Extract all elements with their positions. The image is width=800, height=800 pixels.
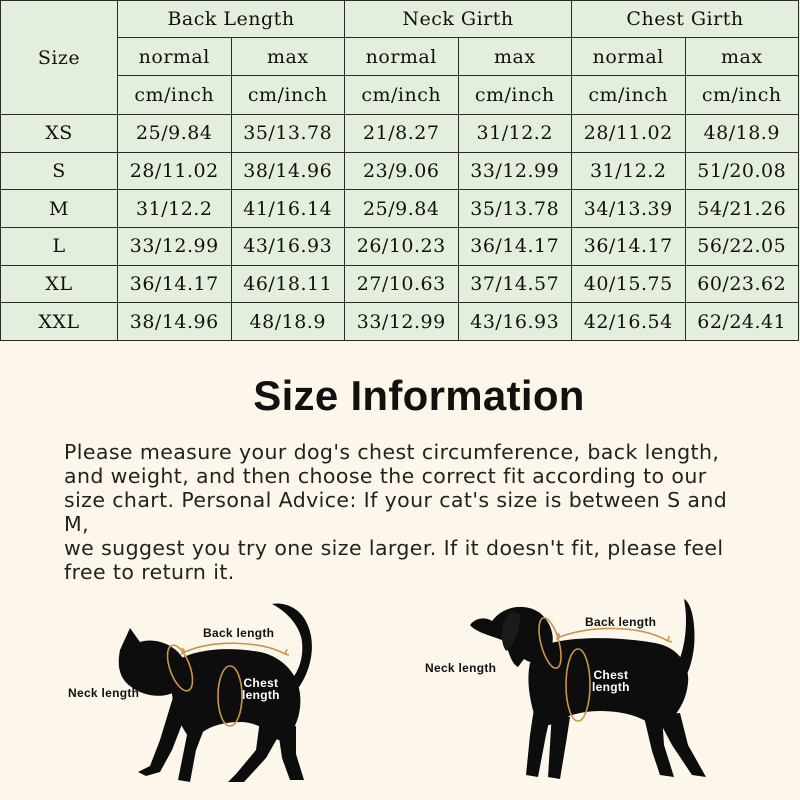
unit-cell: cm/inch: [231, 76, 345, 115]
table-units-row: [1, 76, 799, 115]
size-cell: L: [1, 228, 118, 266]
size-column-header: Size: [1, 1, 118, 115]
cat-chest-length-label: [242, 677, 280, 701]
cat-neck-length-label: Neck length: [68, 686, 140, 700]
size-information-text: [64, 440, 754, 584]
unit-cell: cm/inch: [572, 76, 686, 115]
subheader-cell: normal: [572, 38, 686, 76]
value-cell: 21/8.27: [345, 115, 459, 153]
table-row: [1, 303, 799, 341]
value-cell: 35/13.78: [231, 115, 345, 153]
size-chart-table: [0, 0, 799, 341]
back-length-header: Back Length: [118, 1, 345, 38]
value-cell: 38/14.96: [118, 303, 232, 341]
chest-girth-header: Chest Girth: [572, 1, 799, 38]
table-subheader-row: [1, 38, 799, 76]
value-cell: 25/9.84: [118, 115, 232, 153]
value-cell: 40/15.75: [572, 265, 686, 303]
neck-girth-header: Neck Girth: [345, 1, 572, 38]
value-cell: 31/12.2: [118, 190, 232, 228]
value-cell: 33/12.99: [458, 152, 572, 190]
value-cell: 34/13.39: [572, 190, 686, 228]
value-cell: 37/14.57: [458, 265, 572, 303]
info-line: we suggest you try one size larger. If it doesn't fit, please feel: [64, 536, 724, 560]
cat-chest-label-line: length: [242, 688, 280, 702]
value-cell: 41/16.14: [231, 190, 345, 228]
unit-cell: cm/inch: [118, 76, 232, 115]
table-row: [1, 190, 799, 228]
value-cell: 28/11.02: [118, 152, 232, 190]
dog-back-length-label: Back length: [585, 615, 657, 629]
dog-measurement-figure: [420, 585, 760, 790]
info-line: Please measure your dog's chest circumference, back length,: [64, 440, 720, 464]
value-cell: 25/9.84: [345, 190, 459, 228]
value-cell: 42/16.54: [572, 303, 686, 341]
dog-chest-label-line: Chest: [593, 668, 629, 682]
info-line: size chart. Personal Advice: If your cat's size is between S and M,: [64, 488, 728, 536]
dog-chest-length-label: [592, 669, 630, 693]
info-line: and weight, and then choose the correct fit according to our: [64, 464, 707, 488]
value-cell: 33/12.99: [118, 228, 232, 266]
size-cell: XS: [1, 115, 118, 153]
table-header-row: [1, 1, 799, 38]
value-cell: 26/10.23: [345, 228, 459, 266]
value-cell: 43/16.93: [231, 228, 345, 266]
table-row: [1, 228, 799, 266]
value-cell: 28/11.02: [572, 115, 686, 153]
value-cell: 62/24.41: [685, 303, 799, 341]
table-row: [1, 115, 799, 153]
value-cell: 60/23.62: [685, 265, 799, 303]
cat-measurement-figure: [60, 590, 360, 790]
subheader-cell: max: [685, 38, 799, 76]
size-chart-table-container: [0, 0, 800, 340]
subheader-cell: max: [458, 38, 572, 76]
value-cell: 38/14.96: [231, 152, 345, 190]
unit-cell: cm/inch: [458, 76, 572, 115]
value-cell: 54/21.26: [685, 190, 799, 228]
subheader-cell: max: [231, 38, 345, 76]
unit-cell: cm/inch: [685, 76, 799, 115]
value-cell: 36/14.17: [458, 228, 572, 266]
value-cell: 23/9.06: [345, 152, 459, 190]
value-cell: 36/14.17: [572, 228, 686, 266]
size-cell: S: [1, 152, 118, 190]
value-cell: 48/18.9: [231, 303, 345, 341]
subheader-cell: normal: [345, 38, 459, 76]
size-information-title: Size Information: [253, 372, 585, 419]
value-cell: 31/12.2: [572, 152, 686, 190]
table-row: [1, 152, 799, 190]
subheader-cell: normal: [118, 38, 232, 76]
dog-neck-length-label: Neck length: [425, 661, 497, 675]
value-cell: 33/12.99: [345, 303, 459, 341]
cat-chest-label-line: Chest: [243, 676, 279, 690]
size-cell: XXL: [1, 303, 118, 341]
unit-cell: cm/inch: [345, 76, 459, 115]
value-cell: 27/10.63: [345, 265, 459, 303]
value-cell: 35/13.78: [458, 190, 572, 228]
value-cell: 36/14.17: [118, 265, 232, 303]
value-cell: 51/20.08: [685, 152, 799, 190]
table-row: [1, 265, 799, 303]
value-cell: 48/18.9: [685, 115, 799, 153]
dog-chest-label-line: length: [592, 680, 630, 694]
value-cell: 43/16.93: [458, 303, 572, 341]
value-cell: 46/18.11: [231, 265, 345, 303]
size-cell: M: [1, 190, 118, 228]
value-cell: 56/22.05: [685, 228, 799, 266]
value-cell: 31/12.2: [458, 115, 572, 153]
size-cell: XL: [1, 265, 118, 303]
info-line: free to return it.: [64, 560, 235, 584]
cat-back-length-label: Back length: [203, 626, 275, 640]
